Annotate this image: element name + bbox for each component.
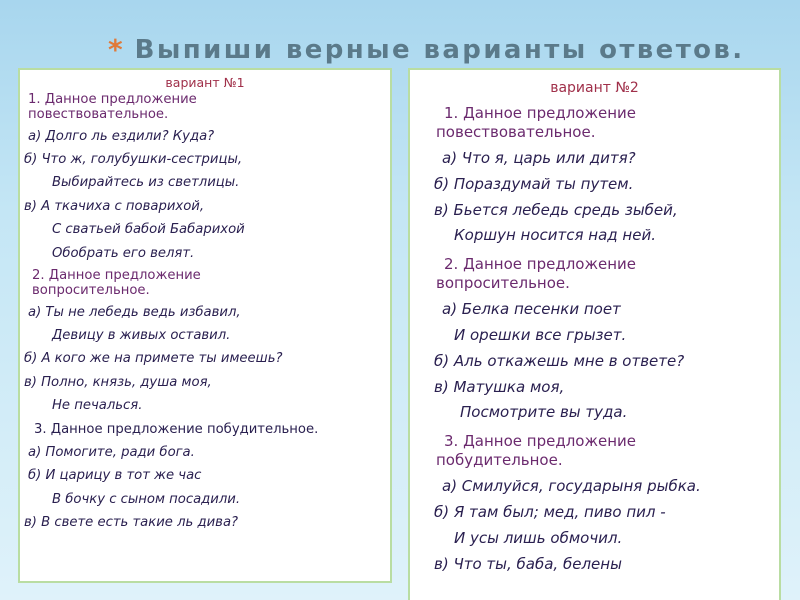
question-3: 3. Данное предложение побудительное. xyxy=(436,432,636,470)
option-3b-line1: б) Я там был; мед, пиво пил - xyxy=(434,502,666,521)
option-2c-line1: в) Полно, князь, душа моя, xyxy=(24,374,212,390)
option-1c-line2: С сватьей бабой Бабарихой xyxy=(52,222,245,238)
question-2: 2. Данное предложение вопросительное. xyxy=(436,255,636,293)
option-3b-line2: И усы лишь обмочил. xyxy=(454,528,623,547)
option-2c-line1: в) Матушка моя, xyxy=(434,377,565,396)
option-2b: б) А кого же на примете ты имеешь? xyxy=(24,351,283,367)
option-1c-line3: Обобрать его велят. xyxy=(52,245,195,261)
option-2a-line1: а) Ты не лебедь ведь избавил, xyxy=(28,304,241,320)
question-1: 1. Данное предложение повествовательное. xyxy=(28,92,197,122)
variant-1-heading: вариант №1 xyxy=(165,75,245,90)
option-1c-line1: в) Бьется лебедь средь зыбей, xyxy=(434,200,678,219)
option-3b-line1: б) И царицу в тот же час xyxy=(28,468,202,484)
option-1b-line1: б) Что ж, голубушки-сестрицы, xyxy=(24,152,243,167)
variant-1-panel xyxy=(18,68,392,583)
slide-title: Выпиши верные варианты ответов. xyxy=(134,35,745,65)
variant-2-panel xyxy=(408,68,781,600)
slide-title-row xyxy=(108,30,798,70)
option-1a: а) Что я, царь или дитя? xyxy=(442,149,636,167)
option-2b: б) Аль откажешь мне в ответе? xyxy=(434,351,685,370)
option-3c: в) В свете есть такие ль дива? xyxy=(24,515,239,531)
option-2a-line2: Девицу в живых оставил. xyxy=(52,328,231,344)
option-3c: в) Что ты, баба, белены xyxy=(434,554,622,573)
option-3b-line2: В бочку с сыном посадили. xyxy=(52,491,241,507)
option-2a-line2: И орешки все грызет. xyxy=(454,325,627,344)
question-3: 3. Данное предложение побудительное. xyxy=(34,421,319,437)
option-1c-line2: Коршун носится над ней. xyxy=(454,226,656,245)
option-1a: а) Долго ль ездили? Куда? xyxy=(28,128,215,144)
option-3a: а) Смилуйся, государыня рыбка. xyxy=(442,477,701,496)
question-2: 2. Данное предложение вопросительное. xyxy=(32,268,201,298)
question-1: 1. Данное предложение повествовательное. xyxy=(436,104,636,141)
variant-2-heading: вариант №2 xyxy=(550,80,639,96)
option-1c-line1: в) А ткачиха с поварихой, xyxy=(24,198,205,214)
option-2a-line1: а) Белка песенки поет xyxy=(442,300,621,319)
option-3a: а) Помогите, ради бога. xyxy=(28,445,195,461)
option-1b: б) Пораздумай ты путем. xyxy=(434,174,634,193)
option-1b-line2: Выбирайтесь из светлицы. xyxy=(52,175,240,191)
option-2c-line2: Посмотрите вы туда. xyxy=(460,403,628,422)
option-2c-line2: Не печалься. xyxy=(52,398,143,414)
bullet-star-icon: * xyxy=(108,33,123,66)
